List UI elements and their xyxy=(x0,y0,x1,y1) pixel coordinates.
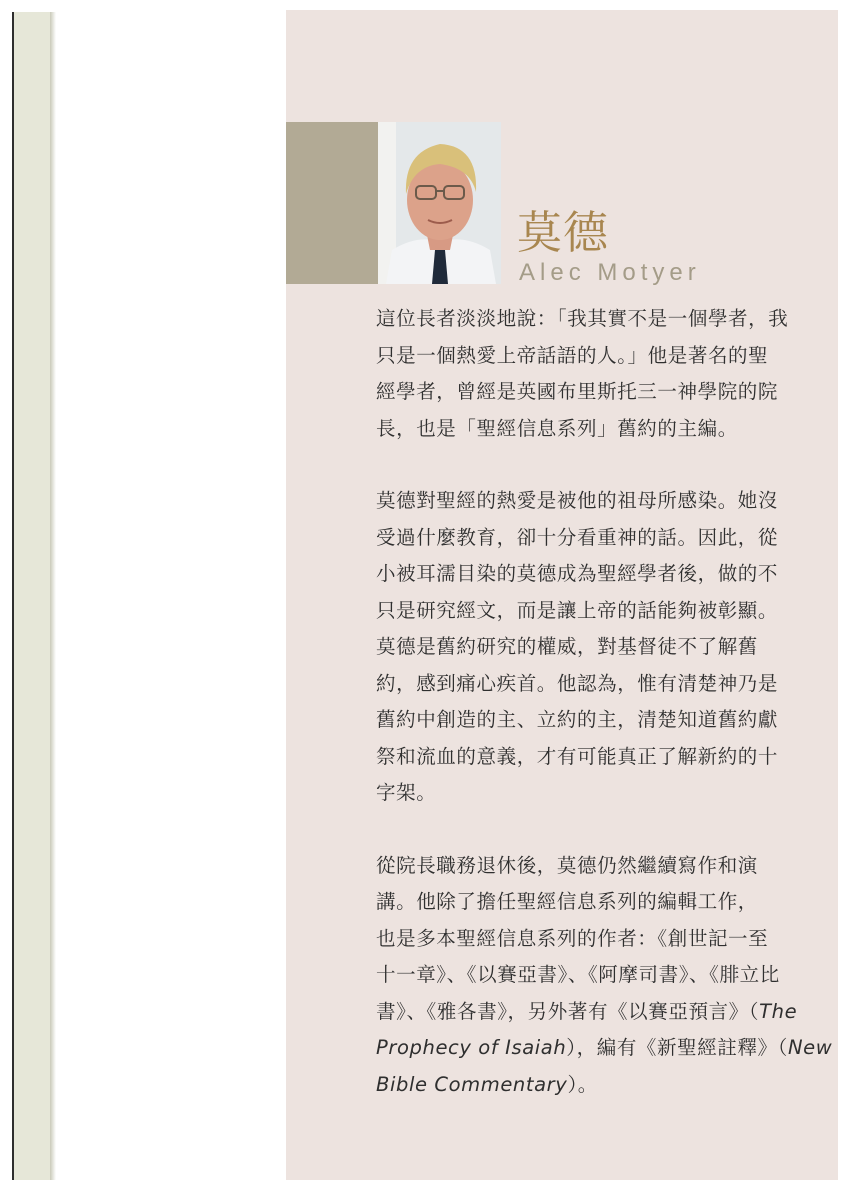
text-line: 祭和流血的意義，才有可能真正了解新約的十 xyxy=(376,744,779,768)
text-line: 只是研究經文，而是讓上帝的話能夠被彰顯。 xyxy=(376,598,779,622)
text-line: 這位長者淡淡地說：「我其實不是一個學者，我 xyxy=(376,307,789,330)
book-title-english: The xyxy=(759,999,798,1023)
text-line xyxy=(376,1067,771,1104)
text-line: 只是一個熱愛上帝話語的人。」他是著名的聖 xyxy=(376,343,769,367)
text-line: 講。他除了擔任聖經信息系列的編輯工作， xyxy=(376,890,758,913)
text-line: 從院長職務退休後，莫德仍然繼續寫作和演 xyxy=(376,853,758,877)
text-line: 也是多本聖經信息系列的作者：《創世記一至 xyxy=(376,926,769,950)
text-line: 經學者，曾經是英國布里斯托三一神學院的院 xyxy=(376,380,779,403)
book-title-english: New xyxy=(787,1036,833,1059)
decorative-color-block xyxy=(286,122,378,284)
bio-text xyxy=(376,301,833,1139)
text-line: 莫德是舊約研究的權威，對基督徒不了解舊 xyxy=(376,635,758,658)
text-line: 莫德對聖經的熱愛是被他的祖母所感染。她沒 xyxy=(376,489,779,512)
author-name-english: Alec Motyer xyxy=(519,259,701,286)
text-line: 舊約中創造的主、立約的主，清楚知道舊約獻 xyxy=(376,708,779,731)
text-line: 受過什麼教育，卻十分看重神的話。因此，從 xyxy=(376,525,779,549)
text-segment: ）。 xyxy=(567,1072,598,1096)
text-line xyxy=(376,1030,833,1067)
author-photo xyxy=(378,122,501,284)
text-segment: 書》、《雅各書》，另外著有《以賽亞預言》（ xyxy=(376,999,760,1023)
author-name-chinese: 莫德 xyxy=(517,206,610,259)
text-line: 約，感到痛心疾首。他認為，惟有清楚神乃是 xyxy=(376,671,779,695)
text-line: 長，也是「聖經信息系列」舊約的主編。 xyxy=(376,416,738,440)
bio-paragraph-1 xyxy=(376,301,789,447)
text-segment: ），編有《新聖經註釋》（ xyxy=(566,1036,788,1059)
text-line: 十一章》、《以賽亞書》、《阿摩司書》、《腓立比 xyxy=(376,963,780,986)
book-spine-edge xyxy=(12,12,52,1180)
text-line: 字架。 xyxy=(376,781,437,804)
bio-paragraph-2 xyxy=(376,483,779,812)
text-line: 小被耳濡目染的莫德成為聖經學者後，做的不 xyxy=(376,562,779,585)
text-line xyxy=(376,994,798,1031)
bio-paragraph-3 xyxy=(376,848,833,1104)
book-title-english: Bible Commentary xyxy=(376,1072,568,1096)
spine-shadow xyxy=(50,12,56,1180)
book-title-english: Prophecy of Isaiah xyxy=(376,1036,567,1059)
